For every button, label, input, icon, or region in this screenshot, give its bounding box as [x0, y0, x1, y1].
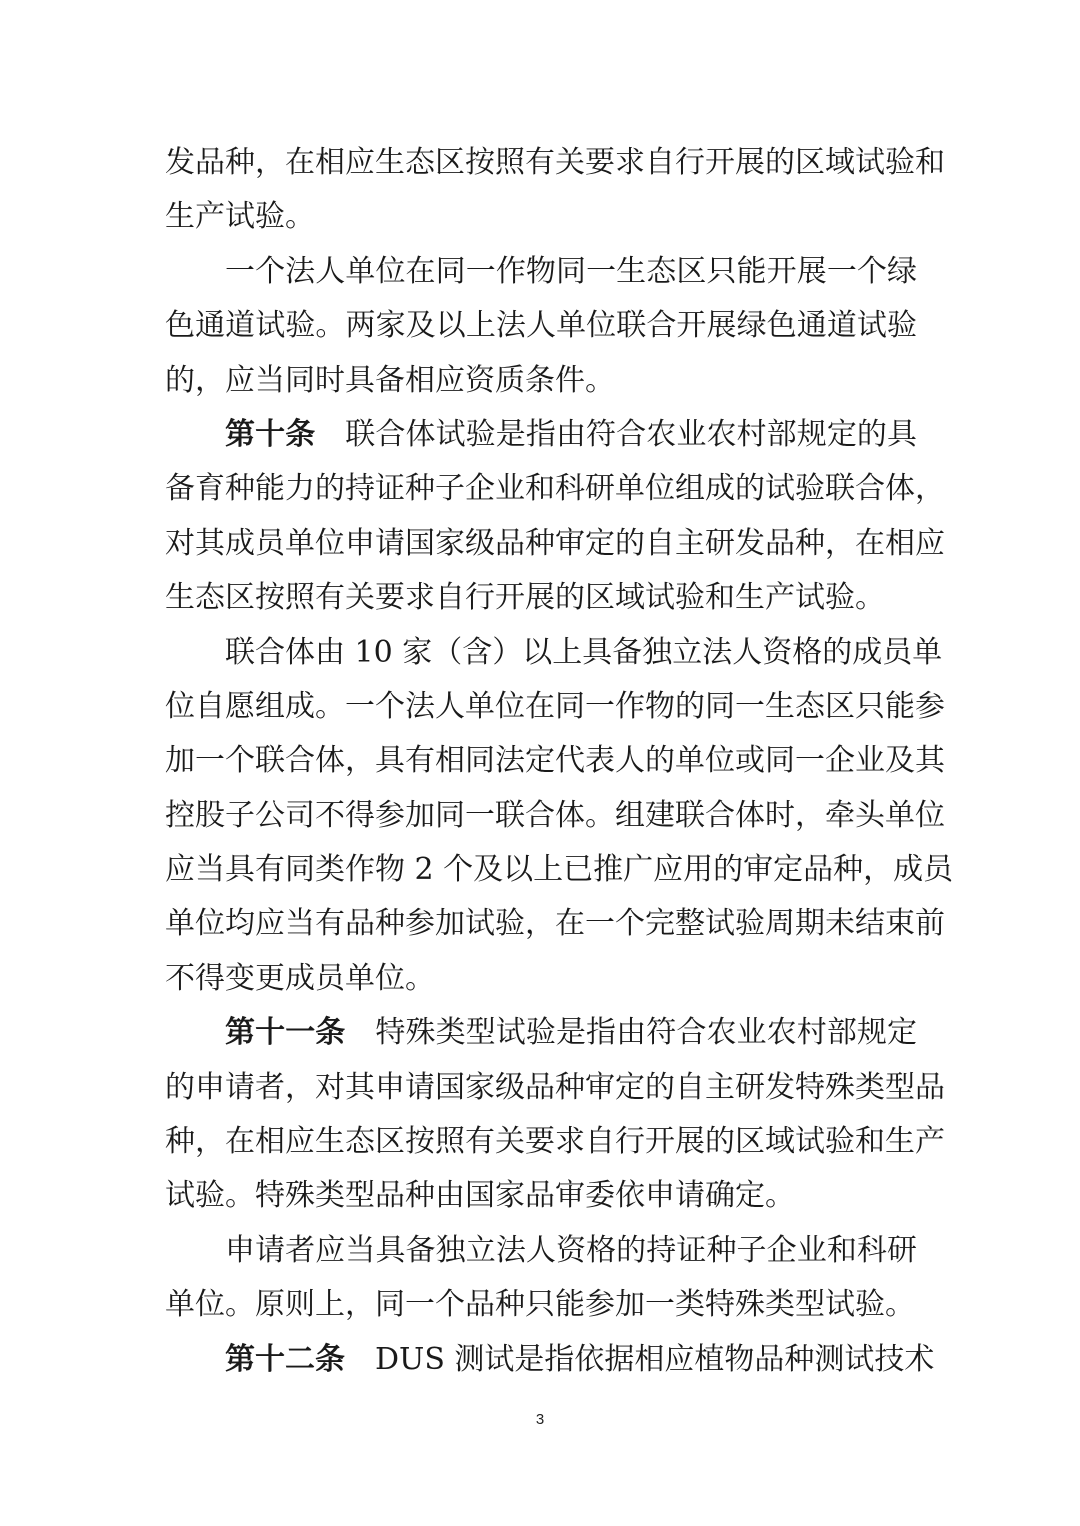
- text-line: 试验。特殊类型品种由国家品审委依申请确定。: [165, 1178, 795, 1214]
- text-line: 的申请者，对其申请国家级品种审定的自主研发特殊类型品: [165, 1069, 945, 1105]
- text-line: 位自愿组成。一个法人单位在同一作物的同一生态区只能参: [165, 688, 945, 724]
- article-text: 特殊类型试验是指由符合农业农村部规定: [375, 1015, 918, 1051]
- article-heading-line: [165, 1333, 935, 1387]
- text-line: 种，在相应生态区按照有关要求自行开展的区域试验和生产: [165, 1124, 945, 1160]
- text-line: 联合体由 10 家（含）以上具备独立法人资格的成员单: [225, 634, 943, 670]
- text-line: 色通道试验。两家及以上法人单位联合开展绿色通道试验: [165, 308, 917, 344]
- text-line: 加一个联合体，具有相同法定代表人的单位或同一企业及其: [165, 743, 945, 779]
- text-line: 单位。原则上，同一个品种只能参加一类特殊类型试验。: [165, 1287, 915, 1323]
- text-line: 应当具有同类作物 2 个及以上已推广应用的审定品种，成员: [165, 852, 954, 888]
- article-heading: 第十条: [225, 416, 316, 452]
- text-line: 对其成员单位申请国家级品种审定的自主研发品种，在相应: [165, 525, 945, 561]
- article-heading-line: [165, 408, 917, 462]
- text-line: 生产试验。: [165, 199, 315, 235]
- text-line: 生态区按照有关要求自行开展的区域试验和生产试验。: [165, 580, 885, 616]
- article-heading: 第十一条: [225, 1015, 346, 1051]
- text-line: 不得变更成员单位。: [165, 960, 435, 996]
- article-heading: 第十二条: [225, 1341, 345, 1377]
- text-line: 控股子公司不得参加同一联合体。组建联合体时，牵头单位: [165, 797, 945, 833]
- text-line: 一个法人单位在同一作物同一生态区只能开展一个绿: [225, 253, 917, 289]
- article-text: DUS 测试是指依据相应植物品种测试技术: [375, 1341, 935, 1377]
- text-line: 的，应当同时具备相应资质条件。: [165, 362, 615, 398]
- text-line: 单位均应当有品种参加试验，在一个完整试验周期未结束前: [165, 906, 945, 942]
- text-line: 备育种能力的持证种子企业和科研单位组成的试验联合体，: [165, 471, 945, 507]
- article-text: 联合体试验是指由符合农业农村部规定的具: [345, 416, 918, 452]
- page-number: 3: [535, 1411, 545, 1428]
- text-line: 申请者应当具备独立法人资格的持证种子企业和科研: [225, 1232, 917, 1268]
- article-heading-line: [165, 1006, 917, 1060]
- document-body: [165, 136, 954, 1387]
- text-line: 发品种，在相应生态区按照有关要求自行开展的区域试验和: [165, 145, 945, 180]
